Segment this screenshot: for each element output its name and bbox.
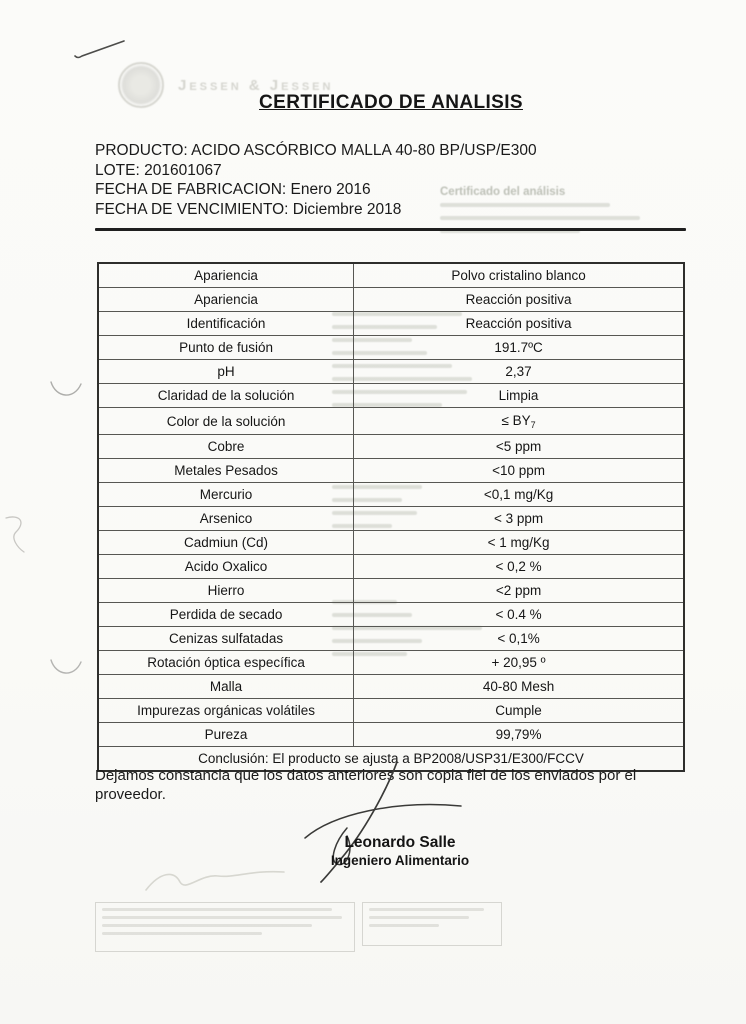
- value-cell: Polvo cristalino blanco: [354, 263, 684, 288]
- margin-squiggle-mark: [2, 512, 32, 556]
- value-cell: 99,79%: [354, 723, 684, 747]
- manufacture-date-line: FECHA DE FABRICACION: Enero 2016: [95, 181, 371, 198]
- param-cell: Hierro: [98, 579, 354, 603]
- document-title: CERTIFICADO DE ANALISIS: [259, 92, 523, 113]
- conclusion-cell: Conclusión: El producto se ajusta a BP2008/USP31/E300/FCCV: [98, 747, 684, 772]
- value-cell: Limpia: [354, 384, 684, 408]
- ghost-back-box-2: [362, 902, 502, 946]
- table-row: [98, 435, 684, 459]
- table-row: [98, 627, 684, 651]
- ghost-logo-text: Jessen & Jessen: [178, 76, 334, 94]
- value-cell: <0,1 mg/Kg: [354, 483, 684, 507]
- param-cell: Identificación: [98, 312, 354, 336]
- pen-tick-mark: [70, 34, 130, 62]
- footer-note-line: proveedor.: [95, 786, 166, 803]
- param-cell: Arsenico: [98, 507, 354, 531]
- margin-curve-mark-1: [48, 378, 84, 402]
- param-cell: Cadmiun (Cd): [98, 531, 354, 555]
- param-cell: Cobre: [98, 435, 354, 459]
- table-row: [98, 336, 684, 360]
- margin-curve-mark-2: [48, 656, 84, 680]
- value-cell: < 0,2 %: [354, 555, 684, 579]
- param-cell: Claridad de la solución: [98, 384, 354, 408]
- value-cell: <2 ppm: [354, 579, 684, 603]
- param-cell: Metales Pesados: [98, 459, 354, 483]
- value-subscript: 7: [530, 419, 536, 430]
- table-row: [98, 531, 684, 555]
- expiry-date-line: FECHA DE VENCIMIENTO: Diciembre 2018: [95, 200, 402, 218]
- ghost-back-box-1: [95, 902, 355, 952]
- product-line: PRODUCTO: ACIDO ASCÓRBICO MALLA 40-80 BP/USP/E300: [95, 142, 537, 159]
- param-cell: Malla: [98, 675, 354, 699]
- param-cell: Mercurio: [98, 483, 354, 507]
- handwritten-signature: [285, 750, 475, 890]
- lot-line: LOTE: 201601067: [95, 161, 222, 179]
- table-row: [98, 263, 684, 288]
- table-row: [98, 483, 684, 507]
- table-row: [98, 384, 684, 408]
- value-cell: Reacción positiva: [354, 312, 684, 336]
- table-row: [98, 723, 684, 747]
- value-cell: <10 ppm: [354, 459, 684, 483]
- value-cell: [354, 408, 684, 435]
- value-cell: < 0.4 %: [354, 603, 684, 627]
- signature-block: [280, 834, 520, 868]
- param-cell: Impurezas orgánicas volátiles: [98, 699, 354, 723]
- param-cell: Punto de fusión: [98, 336, 354, 360]
- value-cell: + 20,95 º: [354, 651, 684, 675]
- param-cell: Acido Oxalico: [98, 555, 354, 579]
- header-divider-rule: [95, 228, 686, 231]
- footer-note-line: Dejamos constancia que los datos anteriores son copia fiel de los enviados por el: [95, 767, 637, 784]
- value-cell: < 1 mg/Kg: [354, 531, 684, 555]
- analysis-results-table: [97, 262, 685, 772]
- signer-title: Ingeniero Alimentario: [330, 853, 470, 868]
- signer-name: Leonardo Salle: [344, 834, 456, 851]
- table-row: [98, 507, 684, 531]
- table-row: [98, 699, 684, 723]
- value-cell: 40-80 Mesh: [354, 675, 684, 699]
- param-cell: Apariencia: [98, 263, 354, 288]
- table-row: [98, 459, 684, 483]
- value-cell: <5 ppm: [354, 435, 684, 459]
- table-row: [98, 555, 684, 579]
- value-cell: < 3 ppm: [354, 507, 684, 531]
- param-cell: Apariencia: [98, 288, 354, 312]
- table-row: [98, 651, 684, 675]
- table-row: [98, 288, 684, 312]
- table-row: [98, 408, 684, 435]
- value-main: ≤ BY: [501, 412, 531, 428]
- ghost-handwriting-mark: [140, 862, 290, 898]
- value-cell: 191.7ºC: [354, 336, 684, 360]
- param-cell: Cenizas sulfatadas: [98, 627, 354, 651]
- param-cell: Rotación óptica específica: [98, 651, 354, 675]
- value-cell: Cumple: [354, 699, 684, 723]
- param-cell: Pureza: [98, 723, 354, 747]
- param-cell: pH: [98, 360, 354, 384]
- table-row: [98, 312, 684, 336]
- table-row: [98, 675, 684, 699]
- table-row: [98, 360, 684, 384]
- table-row: [98, 603, 684, 627]
- param-cell: Color de la solución: [98, 408, 354, 435]
- ghost-back-page-heading: Certificado del análisis: [440, 186, 566, 198]
- value-cell: 2,37: [354, 360, 684, 384]
- table-row: [98, 579, 684, 603]
- product-info-block: [95, 141, 695, 219]
- value-cell: Reacción positiva: [354, 288, 684, 312]
- value-cell: < 0,1%: [354, 627, 684, 651]
- param-cell: Perdida de secado: [98, 603, 354, 627]
